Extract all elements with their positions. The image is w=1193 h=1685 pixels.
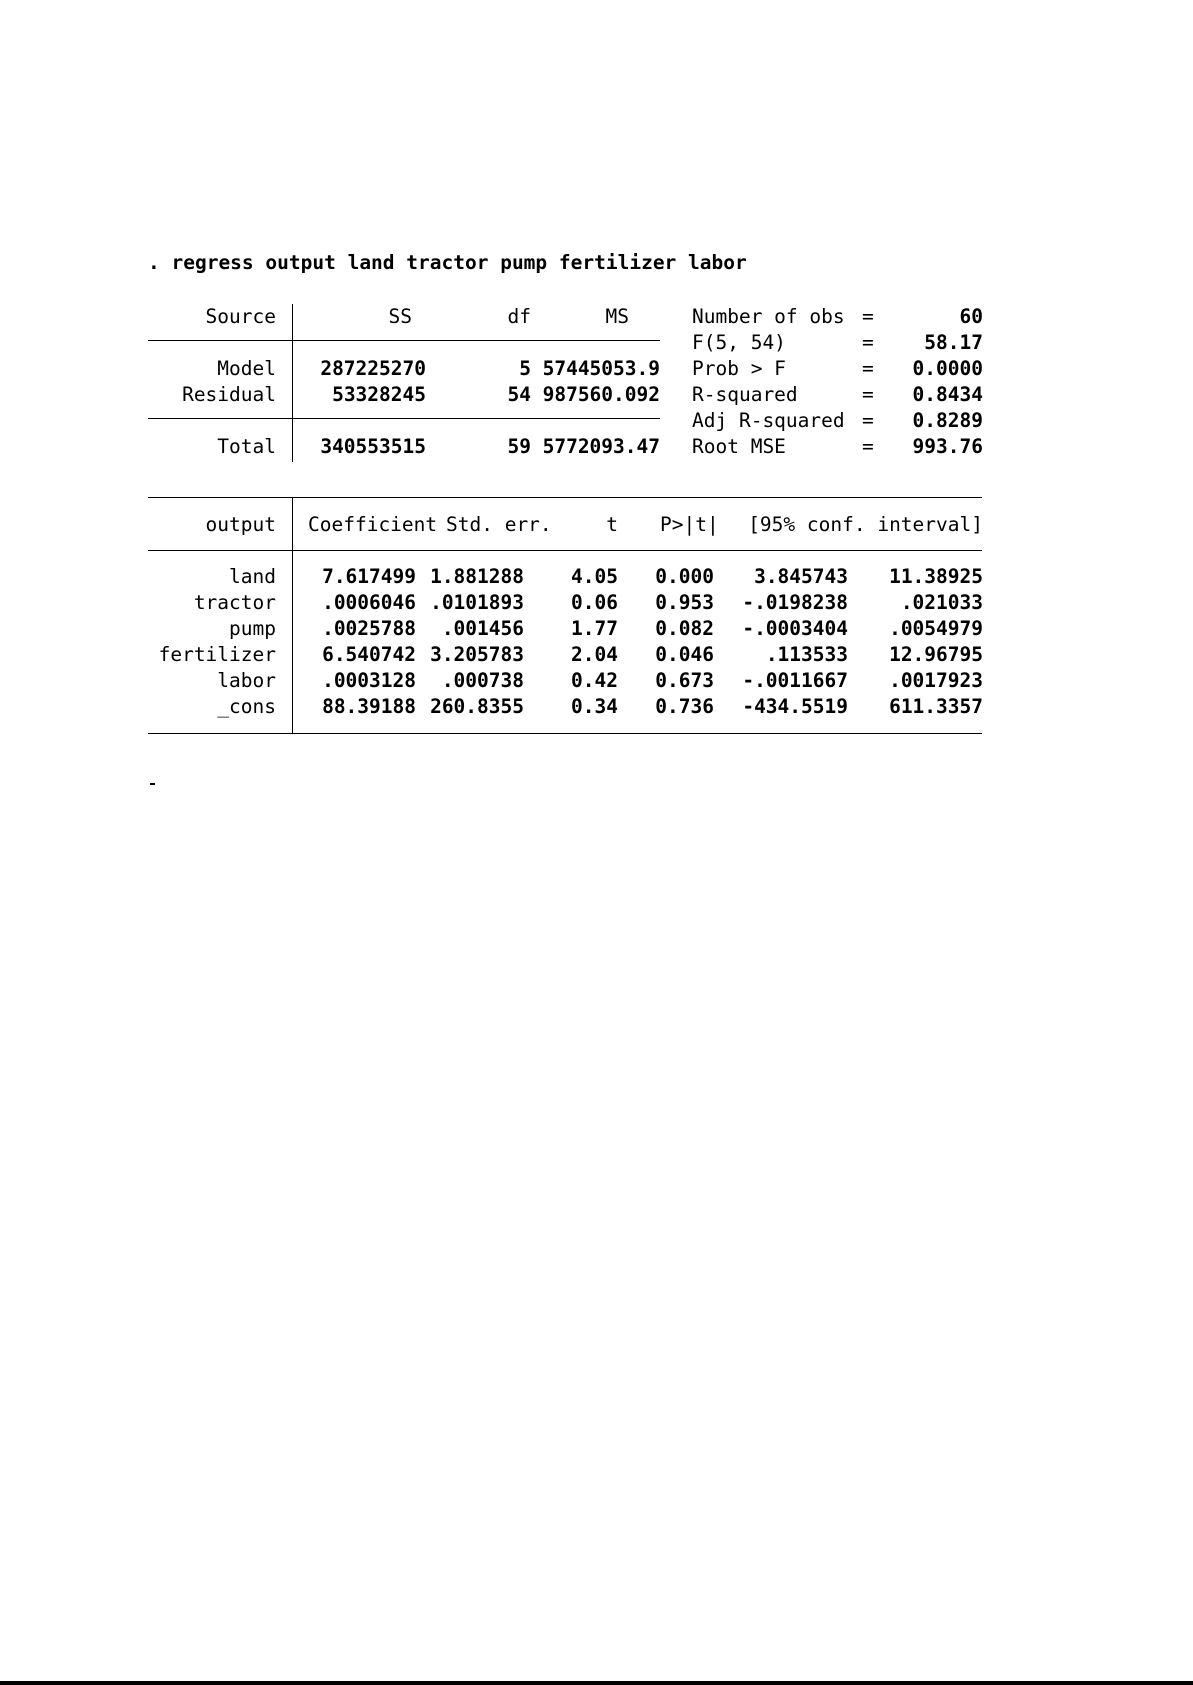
fit-stat-equals: =	[862, 357, 874, 380]
coef-ci-upper: 11.38925	[889, 565, 983, 588]
coef-t-stat: 1.77	[571, 617, 618, 640]
command-prompt-dot	[150, 783, 155, 785]
anova-header-ms: MS	[605, 305, 629, 328]
coef-header-p: P>|t|	[660, 513, 719, 536]
coef-var-name: _cons	[217, 695, 276, 718]
coef-ci-lower: -.0003404	[742, 617, 848, 640]
coef-header-ci: [95% conf. interval]	[748, 513, 983, 536]
fit-stat-equals: =	[862, 435, 874, 458]
coef-top-rule	[148, 497, 982, 498]
anova-header-ss: SS	[388, 305, 412, 328]
coef-bottom-rule	[148, 733, 982, 734]
anova-total-rule	[148, 418, 660, 419]
coef-ci-lower: -434.5519	[742, 695, 848, 718]
fit-stat-value: 993.76	[912, 435, 983, 458]
coef-var-name: pump	[229, 617, 276, 640]
fit-stat-value: 58.17	[924, 331, 983, 354]
coef-p-value: 0.046	[655, 643, 714, 666]
coef-ci-upper: 611.3357	[889, 695, 983, 718]
coef-std-err: 3.205783	[430, 643, 524, 666]
anova-table	[148, 302, 983, 462]
coef-std-err: 1.881288	[430, 565, 524, 588]
fit-stat-value: 0.8289	[912, 409, 983, 432]
fit-stat-equals: =	[862, 409, 874, 432]
coef-value: 7.617499	[322, 565, 416, 588]
fit-stat-label: Root MSE	[692, 435, 786, 458]
coef-header-var: output	[205, 513, 276, 536]
fit-stat-label: Adj R-squared	[692, 409, 845, 432]
coefficient-table	[148, 497, 983, 735]
coef-value: 6.540742	[322, 643, 416, 666]
anova-ss-value: 53328245	[332, 383, 426, 406]
page-bottom-edge	[0, 1681, 1193, 1685]
anova-ss-value: 340553515	[320, 435, 426, 458]
coef-ci-lower: -.0011667	[742, 669, 848, 692]
coef-header-t: t	[606, 513, 618, 536]
coef-std-err: .001456	[441, 617, 524, 640]
anova-row-label: Total	[217, 435, 276, 458]
coef-ci-upper: .0017923	[889, 669, 983, 692]
coef-t-stat: 0.34	[571, 695, 618, 718]
coef-value: .0025788	[322, 617, 416, 640]
fit-stat-value: 60	[959, 305, 983, 328]
anova-row-label: Residual	[182, 383, 276, 406]
coef-p-value: 0.736	[655, 695, 714, 718]
regress-command: . regress output land tractor pump fertilizer labor	[148, 251, 747, 274]
coef-t-stat: 4.05	[571, 565, 618, 588]
coef-value: 88.39188	[322, 695, 416, 718]
coef-p-value: 0.953	[655, 591, 714, 614]
anova-df-value: 54	[507, 383, 531, 406]
coef-t-stat: 2.04	[571, 643, 618, 666]
anova-header-source: Source	[205, 305, 276, 328]
coef-var-name: labor	[217, 669, 276, 692]
coef-ci-lower: 3.845743	[754, 565, 848, 588]
fit-stat-label: Prob > F	[692, 357, 786, 380]
anova-ss-value: 287225270	[320, 357, 426, 380]
coef-value: .0006046	[322, 591, 416, 614]
anova-ms-value: 57445053.9	[542, 357, 660, 380]
coef-ci-upper: .021033	[900, 591, 983, 614]
anova-header-df: df	[507, 305, 531, 328]
coef-value: .0003128	[322, 669, 416, 692]
coef-var-name: fertilizer	[158, 643, 276, 666]
fit-stat-value: 0.0000	[912, 357, 983, 380]
anova-row-label: Model	[217, 357, 276, 380]
coef-std-err: .000738	[441, 669, 524, 692]
anova-df-value: 59	[507, 435, 531, 458]
coef-header-std-err: Std. err.	[446, 513, 552, 536]
anova-ms-value: 5772093.47	[542, 435, 660, 458]
coef-t-stat: 0.42	[571, 669, 618, 692]
coef-ci-upper: .0054979	[889, 617, 983, 640]
coef-p-value: 0.673	[655, 669, 714, 692]
coef-ci-lower: .113533	[765, 643, 848, 666]
anova-ms-value: 987560.092	[542, 383, 660, 406]
fit-stat-equals: =	[862, 383, 874, 406]
coef-var-name: tractor	[193, 591, 276, 614]
coef-std-err: .0101893	[430, 591, 524, 614]
coef-header-coefficient: Coefficient	[308, 513, 438, 536]
fit-stat-equals: =	[862, 305, 874, 328]
fit-stat-value: 0.8434	[912, 383, 983, 406]
fit-stat-label: R-squared	[692, 383, 798, 406]
coef-var-name: land	[229, 565, 276, 588]
coef-ci-upper: 12.96795	[889, 643, 983, 666]
coef-t-stat: 0.06	[571, 591, 618, 614]
anova-header-rule	[148, 340, 660, 341]
coef-p-value: 0.000	[655, 565, 714, 588]
coef-header-rule	[148, 550, 982, 551]
anova-df-value: 5	[519, 357, 531, 380]
anova-column-divider	[292, 304, 293, 462]
coef-p-value: 0.082	[655, 617, 714, 640]
fit-stat-equals: =	[862, 331, 874, 354]
coef-std-err: 260.8355	[430, 695, 524, 718]
fit-stat-label: F(5, 54)	[692, 331, 786, 354]
coef-ci-lower: -.0198238	[742, 591, 848, 614]
fit-stat-label: Number of obs	[692, 305, 845, 328]
